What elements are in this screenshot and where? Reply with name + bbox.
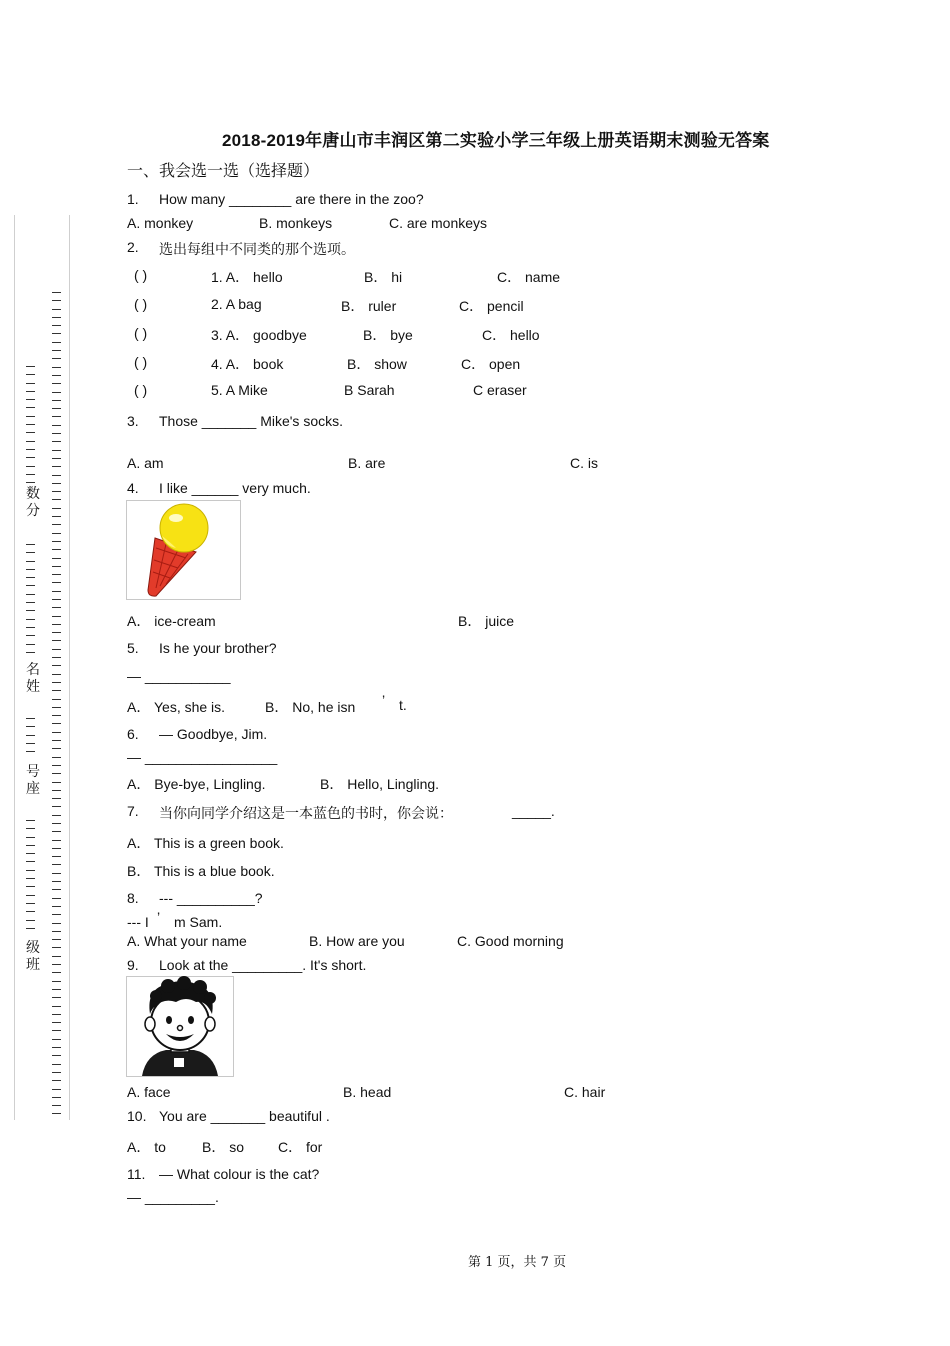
boy-face-icon [126,976,235,1078]
option-c[interactable]: C. is [570,455,598,471]
option-b-suffix: t. [399,697,407,713]
reply-suffix: m Sam. [174,914,223,930]
option-b[interactable]: B. How are you [309,933,405,949]
option-a[interactable]: A． Yes, she is. [127,699,226,715]
fill-line-dashes [26,820,36,936]
question-text: 当你向同学介绍这是一本蓝色的书时，你会说： [159,805,453,821]
option-a: 3. A． goodbye [211,327,307,343]
option-b[interactable]: B． so [202,1139,245,1155]
option-b: B． hi [364,269,403,285]
question-number: 6. [127,726,139,742]
fill-line-dashes [26,366,36,490]
option-b[interactable]: B. are [348,455,386,471]
option-a[interactable]: A. am [127,455,164,471]
question-number: 11. [127,1166,146,1182]
question-text: Is he your brother? [159,640,277,656]
question-text: You are _______ beautiful . [159,1108,330,1124]
option-c[interactable]: C. hair [564,1084,606,1100]
answer-line[interactable]: — ___________ [127,668,231,684]
cut-line-dashes [52,292,62,1122]
margin-label-class: 级 班 [26,940,40,973]
option-c: C． open [461,356,521,372]
option-a: 5. A Mike [211,382,268,398]
question-text: Look at the _________. It's short. [159,957,367,973]
answer-paren[interactable]: ( ) [134,382,148,398]
option-a: 2. A bag [211,296,262,312]
question-number: 2. [127,239,139,255]
option-a[interactable]: A． Bye-bye, Lingling. [127,776,266,792]
answer-paren[interactable]: ( ) [134,354,148,370]
apostrophe: ’ [382,692,386,708]
question-text: — Goodbye, Jim. [159,726,268,742]
question-number: 9. [127,957,139,973]
option-c: C． hello [482,327,540,343]
fill-line-dashes [26,718,36,759]
question-text: --- __________? [159,890,263,906]
reply-prefix: --- I [127,914,149,930]
option-c[interactable]: C. are monkeys [389,215,488,231]
question-text: I like ______ very much. [159,480,311,496]
question-text: — What colour is the cat? [159,1166,320,1182]
option-b[interactable]: B． juice [458,613,515,629]
question-number: 8. [127,890,139,906]
option-b[interactable]: B． This is a blue book. [127,863,275,879]
margin-rule-left [14,215,15,1120]
option-b: B． bye [363,327,413,343]
margin-rule-right [69,215,70,1120]
option-a[interactable]: A． to [127,1139,166,1155]
question-number: 5. [127,640,139,656]
option-c: C． name [497,269,561,285]
option-b: B Sarah [344,382,395,398]
margin-label-score: 数 分 [26,486,40,519]
option-a[interactable]: A． This is a green book. [127,835,284,851]
question-number: 10. [127,1108,147,1124]
option-b[interactable]: B． Hello, Lingling. [320,776,440,792]
option-c[interactable]: C. Good morning [457,933,564,949]
answer-blank[interactable]: _____. [512,803,555,819]
answer-line[interactable]: — _________________ [127,749,278,765]
option-b: B． show [347,356,407,372]
question-number: 4. [127,480,139,496]
margin-label-seat: 号 座 [26,764,40,797]
answer-paren[interactable]: ( ) [134,296,148,312]
option-b: B． ruler [341,298,397,314]
apostrophe: ’ [157,909,161,925]
option-b[interactable]: B. monkeys [259,215,333,231]
option-c: C eraser [473,382,527,398]
question-text: Those _______ Mike's socks. [159,413,343,429]
option-a[interactable]: A. monkey [127,215,194,231]
option-a: 1. A． hello [211,269,283,285]
option-a[interactable]: A. face [127,1084,171,1100]
answer-paren[interactable]: ( ) [134,267,148,283]
ice-cream-cone-icon [126,500,242,601]
option-a[interactable]: A． ice-cream [127,613,216,629]
answer-paren[interactable]: ( ) [134,325,148,341]
question-text: 选出每组中不同类的那个选项。 [159,241,355,257]
option-a: 4. A． book [211,356,284,372]
margin-label-name: 名 姓 [26,662,40,695]
option-c[interactable]: C． for [278,1139,323,1155]
page-title: 2018-2019年唐山市丰润区第二实验小学三年级上册英语期末测验无答案 [222,131,770,150]
question-text: How many ________ are there in the zoo? [159,191,424,207]
option-b[interactable]: B． No, he isn [265,699,356,715]
answer-line[interactable]: — _________. [127,1189,219,1205]
option-a[interactable]: A. What your name [127,933,247,949]
question-number: 7. [127,803,139,819]
question-number: 3. [127,413,139,429]
question-number: 1. [127,191,139,207]
option-c: C． pencil [459,298,524,314]
page-footer: 第 1 页，共 7 页 [468,1255,567,1270]
section-heading: 一、我会选一选（选择题） [127,163,320,180]
option-b[interactable]: B. head [343,1084,392,1100]
fill-line-dashes [26,544,36,660]
